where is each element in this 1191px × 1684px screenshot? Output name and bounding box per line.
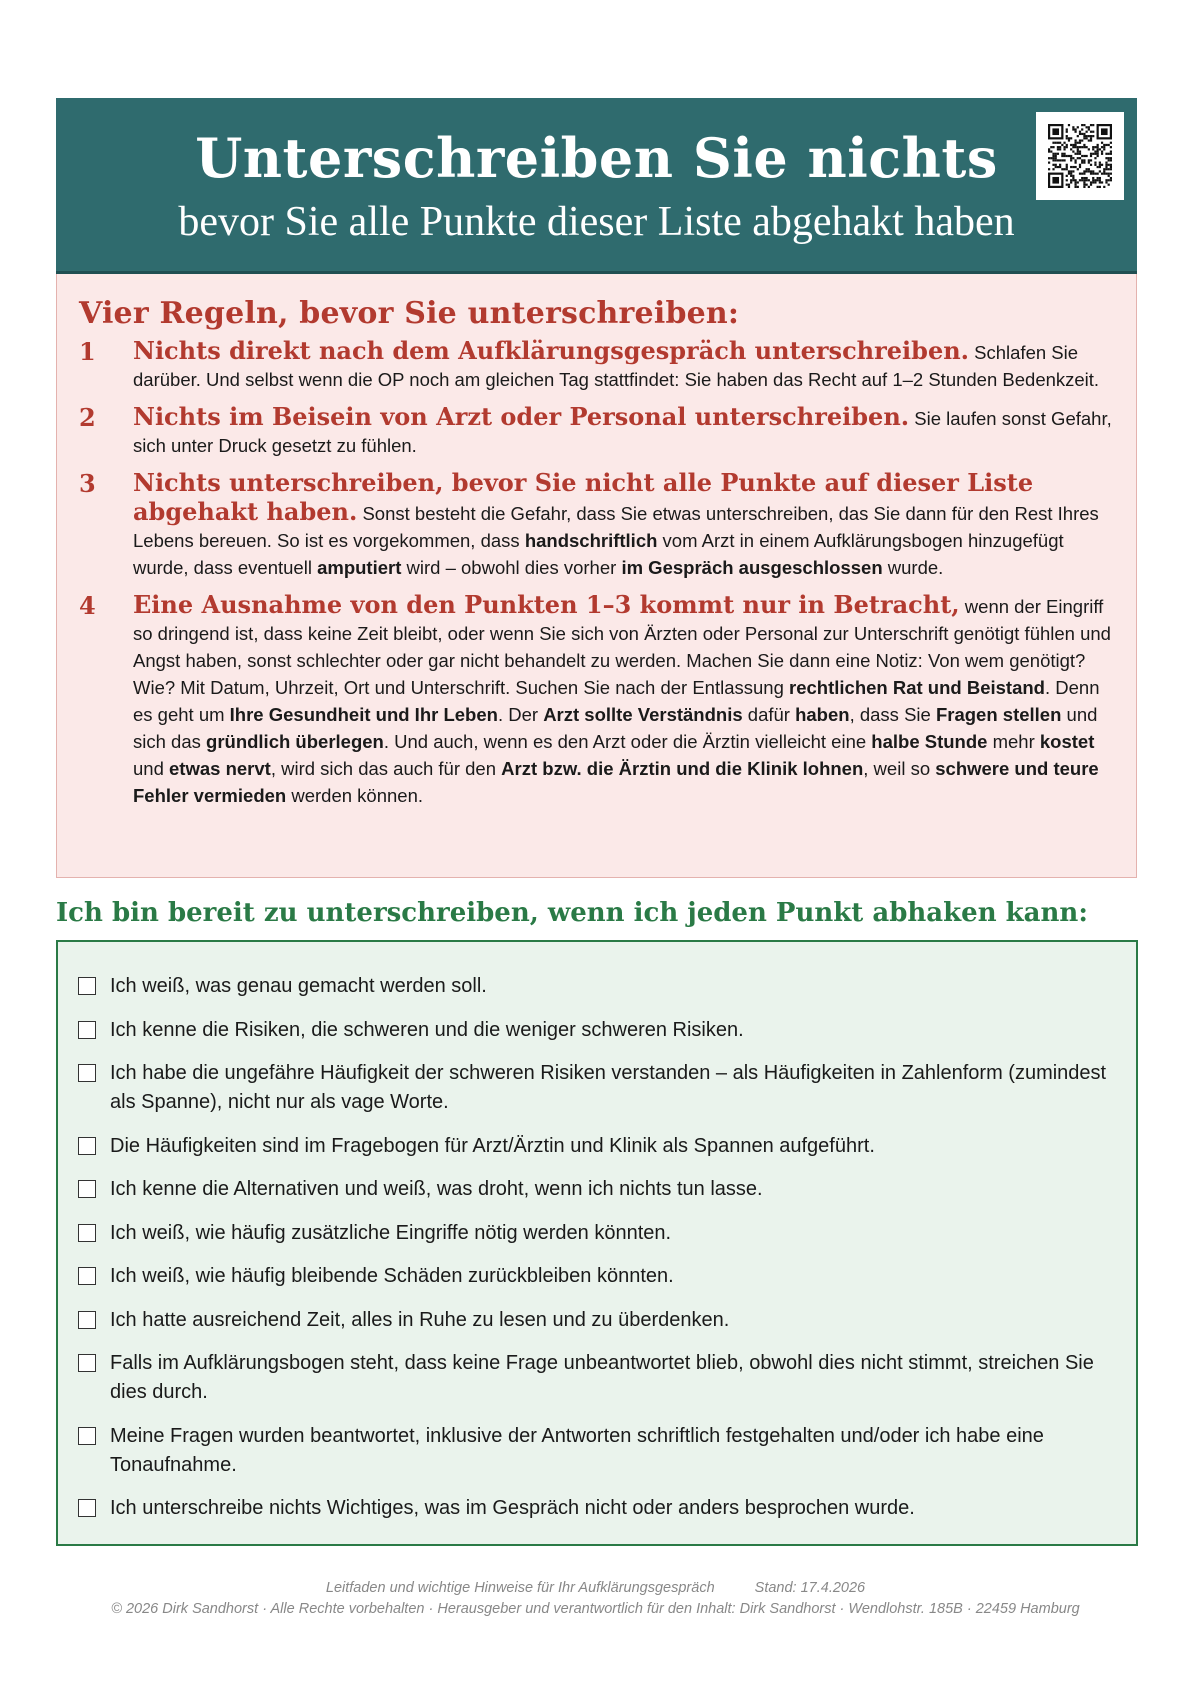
checklist-item-label: Ich hatte ausreichend Zeit, alles in Ruhe zu lesen und zu überdenken. — [110, 1308, 730, 1331]
checklist-item-label: Ich kenne die Risiken, die schweren und die weniger schweren Risiken. — [110, 1018, 744, 1041]
rule-lead-text: Nichts im Beisein von Arzt oder Personal unterschreiben. — [133, 402, 910, 431]
checklist-item — [78, 1059, 1116, 1117]
checklist-item — [78, 1132, 1116, 1161]
rule-body-text: vom Arzt in einem Aufklärungsbogen hinzugefügt wurde, dass eventuell — [133, 530, 1064, 578]
rule-body-text: mehr — [987, 731, 1040, 752]
rule-bold-text: Arzt sollte Verständnis — [543, 704, 743, 725]
checkbox-empty-icon[interactable] — [78, 1137, 96, 1155]
checklist-item-label: Ich weiß, wie häufig bleibende Schäden zurückbleiben könnten. — [110, 1265, 674, 1287]
footer-copyright: © 2026 Dirk Sandhorst · Alle Rechte vorbehalten · Herausgeber und verantwortlich für den Inhalt: Dirk Sandhorst · Wendlohstr. 185B · 22459 Hamburg — [111, 1601, 1080, 1617]
checklist-item — [78, 1422, 1116, 1480]
page-title: Unterschreiben Sie nichts — [195, 126, 998, 190]
checkbox-empty-icon[interactable] — [78, 1180, 96, 1198]
rule-bold-text: im Gespräch ausgeschlossen — [621, 557, 883, 578]
rule-bold-text: etwas nervt — [169, 758, 271, 779]
checkbox-empty-icon[interactable] — [78, 1499, 96, 1517]
checkbox-empty-icon[interactable] — [78, 1311, 96, 1329]
rules-heading: Vier Regeln, bevor Sie unterschreiben: — [79, 296, 740, 331]
checklist-item-label: Falls im Aufklärungsbogen steht, dass keine Frage unbeantwortet blieb, obwohl dies nicht stimmt, streichen Sie dies durch. — [110, 1352, 1094, 1403]
rule-bold-text: handschriftlich — [524, 530, 658, 551]
checkbox-empty-icon[interactable] — [78, 1224, 96, 1242]
rule-bold-text: kostet — [1039, 731, 1095, 752]
rule-bold-text: schwere und teure Fehler vermieden — [133, 758, 1099, 806]
header-banner — [56, 98, 1137, 274]
rule-body-text: Sonst besteht die Gefahr, dass Sie etwas unterschreiben, das Sie dann für den Rest Ihres Lebens bereuen. So ist es vorgekommen, dass — [133, 503, 1099, 551]
rule-body-text: , dass Sie — [849, 704, 936, 725]
checkbox-empty-icon[interactable] — [78, 1064, 96, 1082]
checklist-heading: Ich bin bereit zu unterschreiben, wenn ich jeden Punkt abhaken kann: — [56, 898, 1088, 928]
rule-body-text: , wird sich das auch für den — [270, 758, 502, 779]
checklist-item — [78, 1306, 1116, 1335]
qr-code-graphic — [1048, 124, 1112, 188]
checklist-item — [78, 1219, 1116, 1248]
checklist-item-label: Ich habe die ungefähre Häufigkeit der schweren Risiken verstanden – als Häufigkeiten in Zahlenform (zumindest als Spanne), nicht nur als vage Worte. — [110, 1062, 1107, 1113]
rule-body-text: dafür — [742, 704, 796, 725]
footer-status-text: Stand: 17.4.2026 — [754, 1580, 866, 1596]
checkbox-empty-icon[interactable] — [78, 1354, 96, 1372]
rule-item — [79, 337, 1116, 393]
rules-list — [79, 337, 1116, 809]
rule-item — [79, 403, 1116, 459]
checklist-item-label: Ich weiß, wie häufig zusätzliche Eingriffe nötig werden könnten. — [110, 1221, 672, 1244]
rule-lead-text: Nichts direkt nach dem Aufklärungsgespräch unterschreiben. — [133, 336, 970, 365]
checklist-item — [78, 972, 1116, 1001]
rule-item — [79, 469, 1116, 581]
checkbox-empty-icon[interactable] — [78, 1021, 96, 1039]
rule-lead-text: Nichts unterschreiben, bevor Sie nicht alle Punkte auf dieser Liste abgehakt haben. — [133, 468, 1034, 526]
rule-body-text: wurde. — [882, 557, 944, 578]
page-subtitle: bevor Sie alle Punkte dieser Liste abgehakt haben — [178, 199, 1015, 245]
rule-body-text: wenn der Eingriff so dringend ist, dass keine Zeit bleibt, oder wenn Sie sich von Ärzten oder Personal zur Unterschrift genötigt fühlen und Angst haben, sonst schlechter oder gar nicht behandelt zu werden. Machen Sie dann eine Notiz: Von wem genötigt? Wie? Mit Datum, Uhrzeit, Ort und Unterschrift. Suchen Sie nach der Entlassung — [133, 596, 1111, 698]
rule-lead-text: Eine Ausnahme von den Punkten 1–3 kommt nur in Betracht, — [133, 590, 960, 619]
rule-bold-text: Ihre Gesundheit und Ihr Leben — [229, 704, 498, 725]
rule-bold-text: Arzt bzw. die Ärztin und die Klinik lohnen — [501, 758, 864, 779]
rule-number: 1 — [79, 337, 96, 366]
rule-number: 3 — [79, 469, 96, 498]
checkbox-empty-icon[interactable] — [78, 1267, 96, 1285]
checklist-item-label: Die Häufigkeiten sind im Fragebogen für Arzt/Ärztin und Klinik als Spannen aufgeführt. — [110, 1134, 875, 1157]
rule-number: 4 — [79, 591, 96, 620]
checklist-item — [78, 1016, 1116, 1045]
rule-body-text: und sich das — [133, 704, 1098, 752]
rule-body-text: . Und auch, wenn es den Arzt oder die Ärztin vielleicht eine — [383, 731, 872, 752]
rule-number: 2 — [79, 403, 96, 432]
rules-section — [56, 274, 1137, 878]
footer-line-guide — [0, 1578, 1191, 1599]
checklist-item-label: Meine Fragen wurden beantwortet, inklusive der Antworten schriftlich festgehalten und/oder ich habe eine Tonaufnahme. — [110, 1424, 1044, 1476]
checklist-item — [78, 1349, 1116, 1407]
qr-code-icon[interactable] — [1036, 112, 1124, 200]
checklist-section — [56, 940, 1138, 1546]
rule-body-text: , weil so — [863, 758, 936, 779]
footer — [0, 1578, 1191, 1620]
checklist-item-label: Ich weiß, was genau gemacht werden soll. — [110, 975, 487, 997]
rule-bold-text: halbe Stunde — [871, 731, 988, 752]
rule-item — [79, 591, 1116, 809]
checkbox-empty-icon[interactable] — [78, 1427, 96, 1445]
rule-body-text: werden können. — [286, 785, 423, 806]
rule-bold-text: amputiert — [317, 557, 402, 578]
rule-body-text: und — [133, 758, 170, 779]
rule-bold-text: gründlich überlegen — [206, 731, 384, 752]
footer-guide-text: Leitfaden und wichtige Hinweise für Ihr Aufklärungsgespräch — [325, 1580, 715, 1596]
rule-body-text: . Der — [497, 704, 544, 725]
checklist-list — [78, 972, 1116, 1523]
rule-body-text: wird – obwohl dies vorher — [401, 557, 622, 578]
rule-bold-text: Fragen stellen — [935, 704, 1062, 725]
rule-bold-text: rechtlichen Rat und Beistand — [789, 677, 1045, 698]
rule-body-text: Schlafen Sie darüber. Und selbst wenn die OP noch am gleichen Tag stattfindet: Sie haben das Recht auf 1–2 Stunden Bedenkzeit. — [133, 342, 1100, 390]
checklist-item — [78, 1175, 1116, 1204]
rule-bold-text: haben — [795, 704, 850, 725]
checklist-item-label: Ich kenne die Alternativen und weiß, was droht, wenn ich nichts tun lasse. — [110, 1178, 763, 1200]
checkbox-empty-icon[interactable] — [78, 977, 96, 995]
checklist-item — [78, 1262, 1116, 1291]
checklist-item-label: Ich unterschreibe nichts Wichtiges, was im Gespräch nicht oder anders besprochen wurde. — [110, 1497, 915, 1519]
rule-body-text: Sie laufen sonst Gefahr, sich unter Druck gesetzt zu fühlen. — [133, 408, 1112, 456]
rule-body-text: . Denn es geht um — [133, 677, 1100, 725]
checklist-item — [78, 1494, 1116, 1523]
